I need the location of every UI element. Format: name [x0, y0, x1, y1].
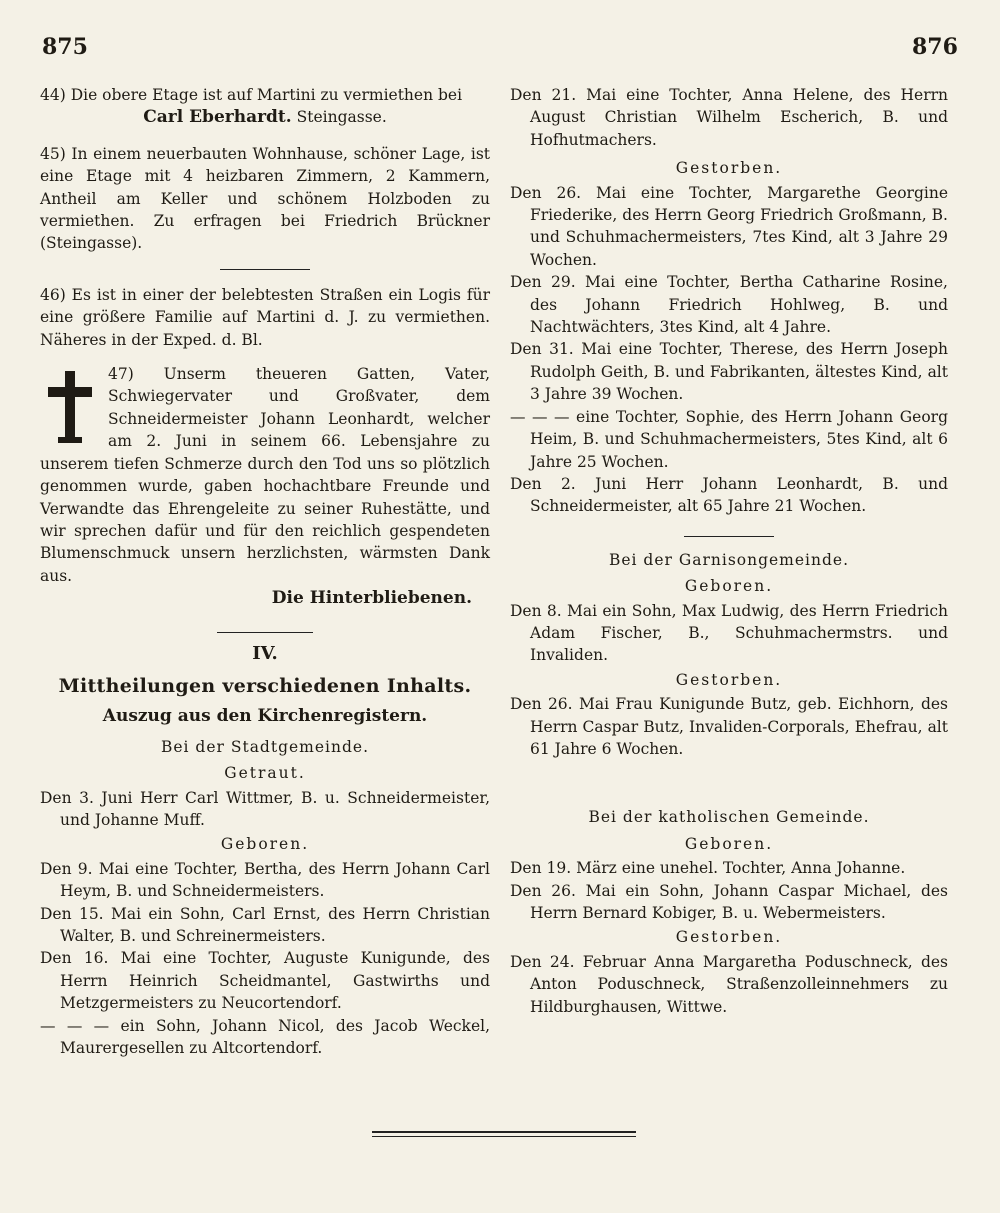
register-entry: Den 9. Mai eine Tochter, Bertha, des Herrn Johann Carl Heym, B. und Schneidermeisters. — [40, 859, 490, 901]
register-entry: Den 3. Juni Herr Carl Wittmer, B. u. Schneidermeister, und Johanne Muff. — [40, 788, 490, 829]
category-label: Getraut. — [224, 764, 306, 783]
advert-47-text: 47) Unserm theueren Gatten, Vater, Schwiegervater und Großvater, dem Schneidermeister Johann Leonhardt, welcher am 2. Juni in seinem 66. Lebensjahre zu unserem tiefen Schmerze durch den Tod uns so plötzlich genommen wurde, gaben hochachtbare Freunde und Verwandte das Ehrengeleite zu seiner Ruhestätte, und wir sprechen dafür und für den reichlich gespendeten Blumenschmuck unsern herzlichsten, wärmsten Dank aus. — [40, 365, 490, 585]
category-label: Geboren. — [684, 834, 774, 853]
gemeinde-title: Bei der Garnisongemeinde. — [608, 550, 850, 569]
register-entry: Den 26. Mai ein Sohn, Johann Caspar Michael, des Herrn Bernard Kobiger, B. u. Webermeisters. — [510, 881, 948, 922]
section-number: IV. — [252, 642, 278, 664]
register-entry: Den 2. Juni Herr Johann Leonhardt, B. und Schneidermeister, alt 65 Jahre 21 Wochen. — [510, 474, 948, 516]
category-label: Gestorben. — [675, 928, 783, 947]
divider — [220, 269, 310, 270]
register-entry: Den 21. Mai eine Tochter, Anna Helene, des Herrn August Christian Wilhelm Escherich, B. und Hofhutmachers. — [510, 86, 948, 149]
advert-44: 44) Die obere Etage ist auf Martini zu vermiethen bei — [40, 86, 463, 104]
advert-47 — [40, 363, 490, 587]
advert-45: 45) In einem neuerbauten Wohnhause, schöner Lage, ist eine Etage mit 4 heizbaren Zimmern, 2 Kammern, Antheil am Keller und schönem Holzboden zu vermiethen. Zu erfragen bei Friedrich Brückner (Steingasse). — [40, 144, 490, 253]
category-label: Gestorben. — [675, 670, 783, 689]
advert-46: 46) Es ist in einer der belebtesten Straßen ein Logis für eine größere Familie auf Martini d. J. zu vermiethen. Näheres in der Exped. d. Bl. — [40, 285, 490, 349]
register-entry: — — — ein Sohn, Johann Nicol, des Jacob Weckel, Maurergesellen zu Altcortendorf. — [40, 1016, 490, 1058]
left-column — [40, 84, 490, 1059]
register-entry: Den 29. Mai eine Tochter, Bertha Catharine Rosine, des Johann Friedrich Hohlweg, B. und Nachtwächters, 3tes Kind, alt 4 Jahre. — [510, 273, 948, 337]
category-label: Geboren. — [220, 835, 310, 854]
page-end-rule — [372, 1131, 636, 1133]
register-entry: Den 8. Mai ein Sohn, Max Ludwig, des Herrn Friedrich Adam Fischer, B., Schuhmachermstrs. und Invaliden. — [510, 601, 948, 665]
register-entry: Den 16. Mai eine Tochter, Auguste Kunigunde, des Herrn Heinrich Scheidmantel, Gastwirths und Metzgermeisters zu Neucortendorf. — [40, 949, 490, 1013]
divider — [217, 632, 313, 633]
section-title: Mittheilungen verschiedenen Inhalts. — [58, 674, 472, 697]
gemeinde-title: Bei der Stadtgemeinde. — [160, 737, 370, 756]
cross-icon — [40, 367, 100, 447]
category-label: Geboren. — [684, 577, 774, 596]
advert-47-signature: Die Hinterbliebenen. — [271, 588, 472, 609]
register-entry: Den 19. März eine unehel. Tochter, Anna Johanne. — [510, 859, 906, 878]
gemeinde-title: Bei der katholischen Gemeinde. — [588, 808, 870, 827]
page-number-left: 875 — [42, 34, 88, 60]
register-entry: Den 24. Februar Anna Margaretha Poduschneck, des Anton Poduschneck, Straßenzolleinnehmers zu Hildburghausen, Wittwe. — [510, 952, 948, 1016]
register-entry: — — — eine Tochter, Sophie, des Herrn Johann Georg Heim, B. und Schuhmachermeisters, 5tes Kind, alt 6 Jahre 25 Wochen. — [510, 407, 948, 471]
right-column — [510, 84, 948, 1018]
category-label: Gestorben. — [675, 159, 783, 178]
register-entry: Den 15. Mai ein Sohn, Carl Ernst, des Herrn Christian Walter, B. und Schreinermeisters. — [40, 904, 490, 945]
register-entry: Den 26. Mai eine Tochter, Margarethe Georgine Friederike, des Herrn Georg Friedrich Großmann, B. und Schuhmachermeisters, 7tes Kind, alt 3 Jahre 29 Wochen. — [510, 183, 948, 269]
page-end-rule — [372, 1136, 636, 1137]
signature-place: Steingasse. — [296, 108, 387, 127]
signature-name: Carl Eberhardt. — [143, 107, 292, 128]
register-entry: Den 31. Mai eine Tochter, Therese, des Herrn Joseph Rudolph Geith, B. und Fabrikanten, ältestes Kind, alt 3 Jahre 39 Wochen. — [510, 340, 948, 404]
divider — [684, 536, 774, 537]
register-entry: Den 26. Mai Frau Kunigunde Butz, geb. Eichhorn, des Herrn Caspar Butz, Invaliden-Corporals, Ehefrau, alt 61 Jahre 6 Wochen. — [510, 695, 948, 758]
advert-44-signature — [40, 106, 490, 128]
page-number-right: 876 — [912, 34, 958, 60]
sub-title: Auszug aus den Kirchenregistern. — [102, 706, 428, 727]
